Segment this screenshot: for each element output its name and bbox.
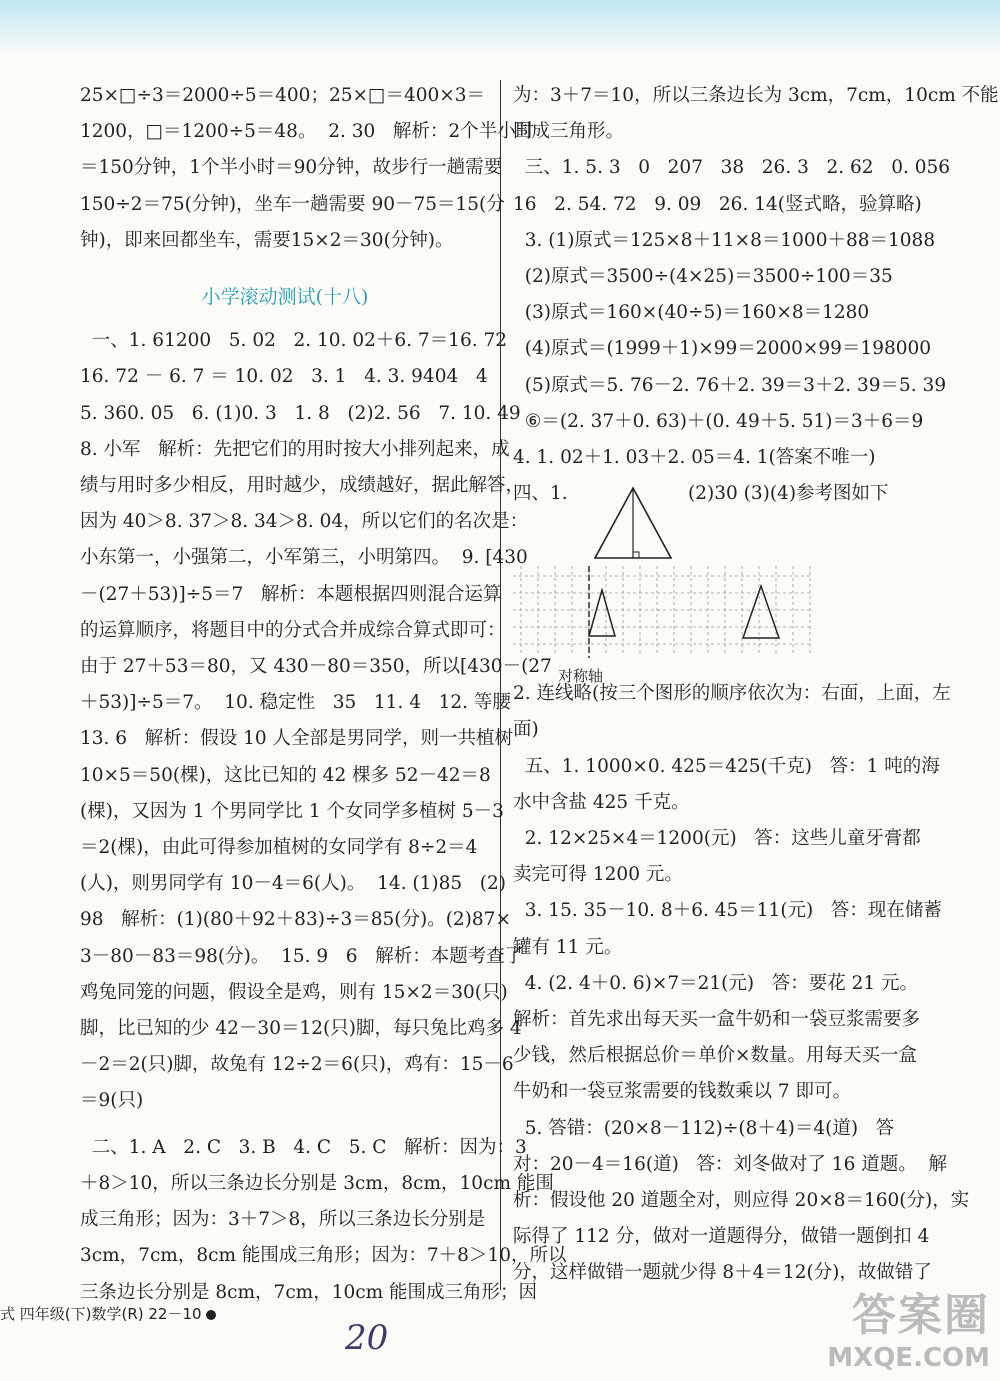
text-line: 解析：首先求出每天买一盒牛奶和一袋豆浆需要多 bbox=[513, 1009, 921, 1031]
watermark bbox=[827, 1279, 990, 1373]
top-color-band bbox=[0, 0, 1000, 55]
left-lines-c bbox=[80, 1130, 567, 1311]
left-lines-a bbox=[80, 78, 535, 259]
text-line: －(27＋53)]÷5＝7 解析：本题根据四则混合运算 bbox=[80, 583, 502, 605]
text-line: 卖完可得 1200 元。 bbox=[513, 864, 683, 886]
text-line: 牛奶和一袋豆浆需要的钱数乘以 7 即可。 bbox=[513, 1081, 852, 1103]
text-line: 小东第一，小强第二，小军第三，小明第四。 9. [430 bbox=[80, 547, 528, 569]
text-line: 4. (2. 4＋0. 6)×7＝21(元) 答：要花 21 元。 bbox=[513, 972, 919, 994]
section-title: 小学滚动测试(十八) bbox=[201, 286, 369, 309]
right-lines-a bbox=[513, 78, 999, 476]
text-line: (4)原式＝(1999＋1)×99＝2000×99＝198000 bbox=[513, 338, 932, 360]
right-lines-b bbox=[513, 676, 970, 1291]
text-line: ＝9(只) bbox=[80, 1090, 144, 1112]
grid-right bbox=[663, 566, 813, 661]
text-line: 的运算顺序，将题目中的分式合并成综合算式即可： bbox=[80, 619, 506, 641]
text-line: 绩与用时多少相反，用时越少，成绩越好，据此解答， bbox=[80, 475, 525, 497]
text-line: 三、1. 5. 3 0 207 38 26. 3 2. 62 0. 056 bbox=[513, 157, 951, 179]
text-line: 8. 小军 解析：先把它们的用时按大小排列起来，成 bbox=[80, 438, 510, 460]
symmetry-grid-figure bbox=[513, 566, 923, 686]
text-line: 一、1. 61200 5. 02 2. 10. 02＋6. 7＝16. 72 bbox=[80, 330, 508, 352]
figure-triangle-row bbox=[513, 476, 923, 566]
text-line: 际得了 112 分，做对一道题得分，做错一题倒扣 4 bbox=[513, 1226, 930, 1248]
text-line: 3－80－83＝98(分)。 15. 9 6 解析：本题考查了 bbox=[80, 945, 524, 967]
text-line: 2. 12×25×4＝1200(元) 答：这些儿童牙膏都 bbox=[513, 828, 921, 850]
text-line: 150÷2＝75(分钟)，坐车一趟需要 90－75＝15(分 bbox=[80, 193, 505, 215]
text-line: 5. 360. 05 6. (1)0. 3 1. 8 (2)2. 56 7. 10. 49 bbox=[80, 402, 521, 424]
text-line: 98 解析：(1)(80＋92＋83)÷3＝85(分)。(2)87× bbox=[80, 909, 511, 931]
column-divider bbox=[500, 80, 501, 1290]
text-line: ＝2(棵)，由此可得参加植树的女同学有 8÷2＝4 bbox=[80, 837, 478, 859]
text-line: 三条边长分别是 8cm，7cm，10cm 能围成三角形；因 bbox=[80, 1281, 538, 1303]
question-label: 四、1. bbox=[513, 483, 568, 505]
bullet-dot-icon bbox=[206, 1310, 216, 1320]
text-line: 5. 答错：(20×8－112)÷(8＋4)＝4(道) 答 bbox=[513, 1117, 895, 1139]
axis-label: 对称轴 bbox=[558, 667, 604, 686]
text-line: 1200，□＝1200÷5＝48。 2. 30 解析：2个半小时 bbox=[80, 121, 535, 143]
text-line: 16 2. 54. 72 9. 09 26. 14(竖式略，验算略) bbox=[513, 193, 922, 215]
text-line: 3. 15. 35－10. 8＋6. 45＝11(元) 答：现在储蓄 bbox=[513, 900, 942, 922]
text-line: 罐有 11 元。 bbox=[513, 936, 623, 958]
text-line: 10×5＝50(棵)，这比已知的 42 棵多 52－42＝8 bbox=[80, 764, 491, 786]
text-line: 3cm，7cm，8cm 能围成三角形；因为：7＋8＞10，所以 bbox=[80, 1245, 567, 1267]
text-line: ＝150分钟，1个半小时＝90分钟，故步行一趟需要 bbox=[80, 157, 503, 179]
text-line: 析：假设他 20 道题全对，则应得 20×8＝160(分)，实 bbox=[513, 1190, 970, 1212]
text-line: 由于 27＋53＝80，又 430－80＝350，所以[430－(27 bbox=[80, 656, 552, 678]
text-line: 成三角形；因为：3＋7＞8，所以三条边长分别是 bbox=[80, 1209, 486, 1231]
text-line: 钟)，即来回都坐车，需要15×2＝30(分钟)。 bbox=[80, 229, 454, 251]
text-line: 脚，比已知的少 42－30＝12(只)脚，每只兔比鸡多 4 bbox=[80, 1018, 522, 1040]
text-line: 少钱，然后根据总价＝单价×数量。用每天买一盒 bbox=[513, 1045, 918, 1067]
text-line: 对：20－4＝16(道) 答：刘冬做对了 16 道题。 解 bbox=[513, 1153, 947, 1175]
text-line: ＋53)]÷5＝7。 10. 稳定性 35 11. 4 12. 等腰 bbox=[80, 692, 511, 714]
watermark-cn: 答案圈 bbox=[852, 1290, 990, 1341]
text-line: (棵)，又因为 1 个男同学比 1 个女同学多植树 5－3 bbox=[80, 800, 504, 822]
text-line: 分，这样做错一题就少得 8＋4＝12(分)，故做错了 bbox=[513, 1262, 932, 1284]
text-line: 2. 连线略(按三个图形的顺序依次为：右面，上面，左 bbox=[513, 683, 951, 705]
text-line: 鸡兔同笼的问题，假设全是鸡，则有 15×2＝30(只) bbox=[80, 981, 508, 1003]
text-line: 因为 40＞8. 37＞8. 34＞8. 04，所以它们的名次是： bbox=[80, 511, 529, 533]
text-line: 4. 1. 02＋1. 03＋2. 05＝4. 1(答案不唯一) bbox=[513, 447, 876, 469]
spacer bbox=[80, 1120, 490, 1130]
text-line: 为：3＋7＝10，所以三条边长为 3cm，7cm，10cm 不能 bbox=[513, 85, 999, 106]
text-line: ⑥＝(2. 37＋0. 63)＋(0. 49＋5. 51)＝3＋6＝9 bbox=[513, 410, 924, 432]
text-line: 3. (1)原式＝125×8＋11×8＝1000＋88＝1088 bbox=[513, 229, 936, 251]
text-line: 25×□÷3＝2000÷5＝400；25×□＝400×3＝ bbox=[80, 85, 486, 106]
watermark-en: MXQE.COM bbox=[827, 1343, 990, 1373]
isosceles-triangle-figure bbox=[593, 486, 673, 561]
footer-text: 式 四年级(下)数学(R) 22－10 bbox=[0, 1305, 202, 1323]
text-line: 水中含盐 425 千克。 bbox=[513, 791, 690, 813]
page-footer bbox=[0, 1303, 216, 1324]
text-line: 面) bbox=[513, 719, 539, 741]
text-line: 五、1. 1000×0. 425＝425(千克) 答：1 吨的海 bbox=[513, 755, 940, 777]
handwritten-mark: 20 bbox=[345, 1318, 389, 1358]
text-line: －2＝2(只)脚，故兔有 12÷2＝6(只)，鸡有：15－6 bbox=[80, 1054, 514, 1076]
grid-triangle-2 bbox=[741, 584, 781, 640]
text-line: (2)原式＝3500÷(4×25)＝3500÷100＝35 bbox=[513, 266, 893, 288]
right-column bbox=[513, 78, 999, 1292]
figure-answer-text: (2)30 (3)(4)参考图如下 bbox=[688, 483, 889, 505]
text-line: (3)原式＝160×(40÷5)＝160×8＝1280 bbox=[513, 302, 870, 324]
text-line: (5)原式＝5. 76－2. 76＋2. 39＝3＋2. 39＝5. 39 bbox=[513, 374, 947, 396]
grid-triangle-1 bbox=[587, 588, 617, 638]
text-line: 13. 6 解析：假设 10 人全部是男同学，则一共植树 bbox=[80, 728, 514, 750]
text-line: 16. 72 － 6. 7 ＝ 10. 02 3. 1 4. 3. 9404 4 bbox=[80, 366, 488, 388]
text-line: 二、1. A 2. C 3. B 4. C 5. C 解析：因为：3 bbox=[80, 1136, 527, 1158]
text-line: ＋8＞10，所以三条边长分别是 3cm，8cm，10cm 能围 bbox=[80, 1172, 554, 1194]
text-line: 围成三角形。 bbox=[513, 121, 625, 143]
text-line: (人)，则男同学有 10－4＝6(人)。 14. (1)85 (2) bbox=[80, 873, 506, 895]
